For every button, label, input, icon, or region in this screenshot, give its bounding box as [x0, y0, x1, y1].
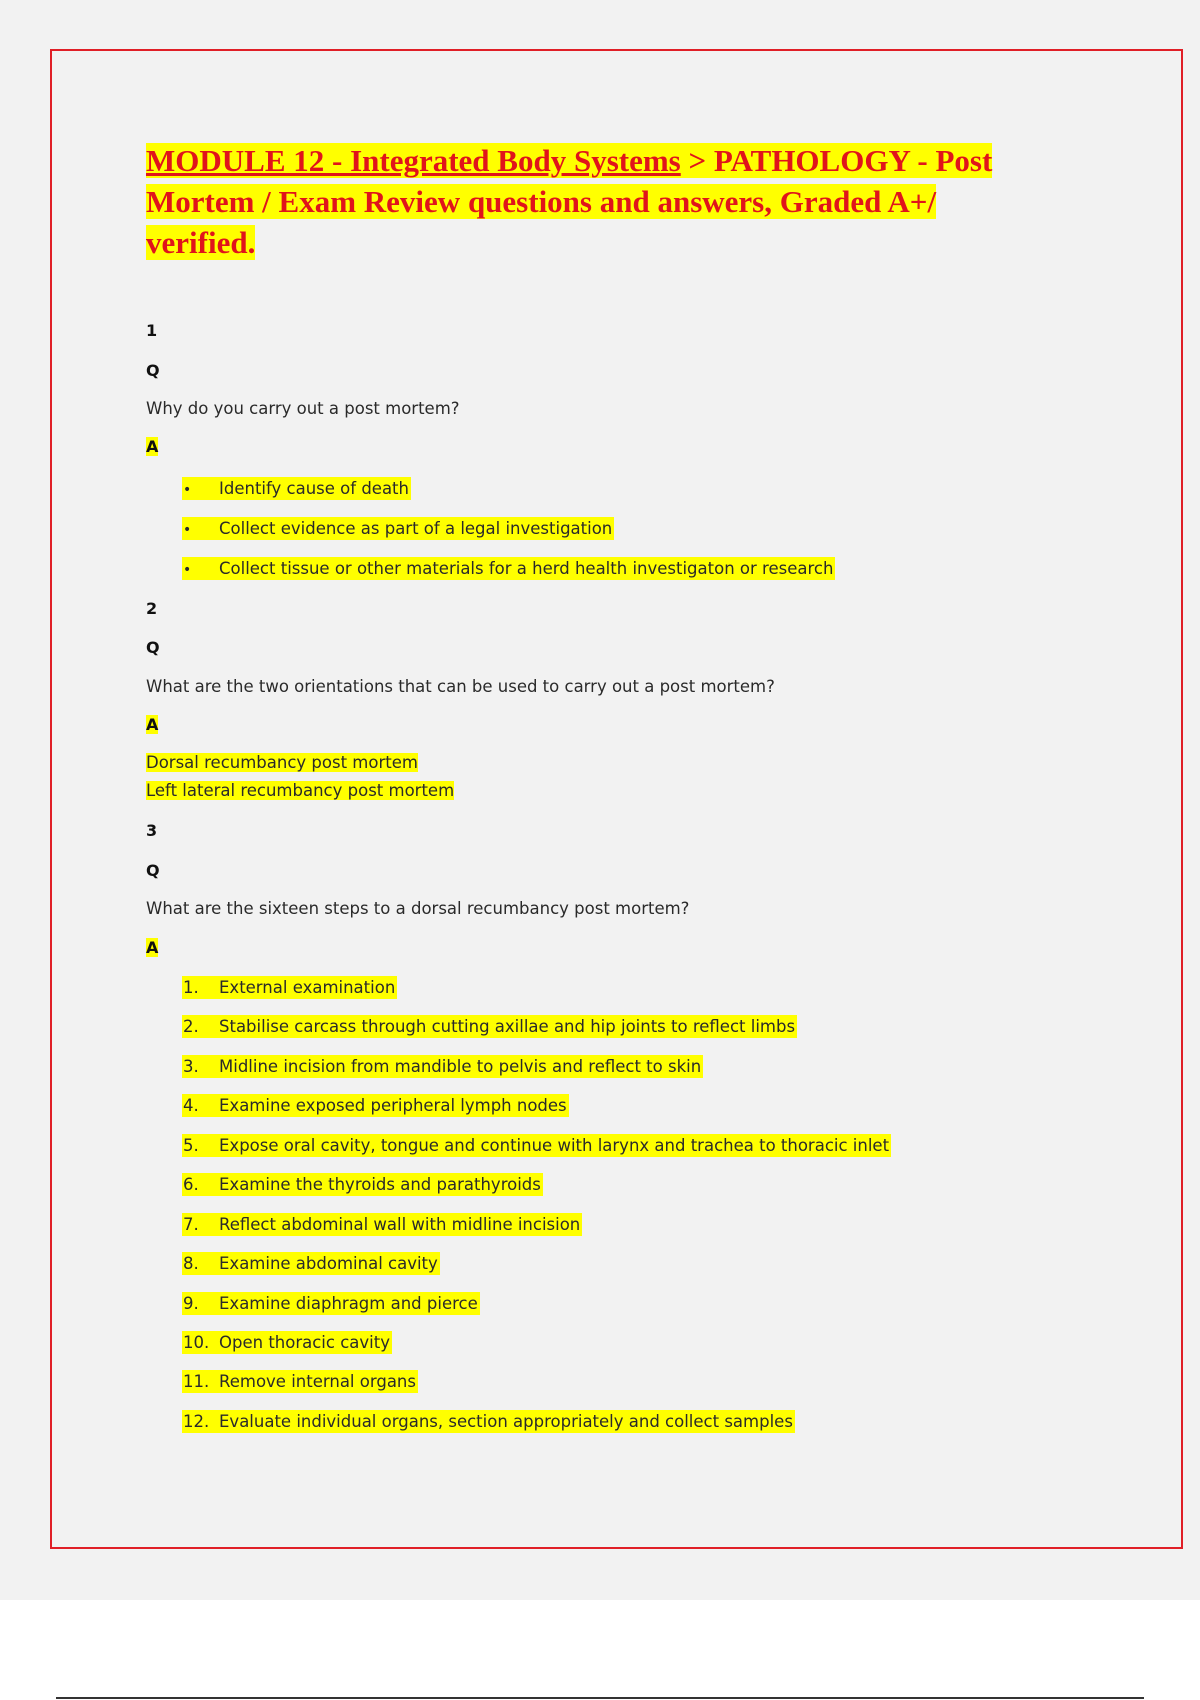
answer-line: Dorsal recumbancy post mortem: [146, 753, 418, 772]
answer-step: 12. Evaluate individual organs, section appropriately and collect samples: [183, 1412, 793, 1431]
question-number: 1: [146, 321, 158, 340]
answer-bullet: • Identify cause of death: [183, 479, 409, 498]
answer-step: 2. Stabilise carcass through cutting axillae and hip joints to reflect limbs: [183, 1017, 796, 1036]
answer-step: 1. External examination: [183, 978, 396, 997]
bullet-glyph: •: [183, 482, 192, 498]
bullet-glyph: •: [183, 522, 192, 538]
answer-label: A: [146, 938, 159, 957]
answer-bullet: • Collect evidence as part of a legal investigation: [183, 519, 613, 538]
question-number: 3: [146, 821, 158, 840]
answer-step: 6. Examine the thyroids and parathyroids: [183, 1175, 541, 1194]
answer-line: Left lateral recumbancy post mortem: [146, 781, 455, 800]
question-label: Q: [146, 861, 160, 880]
title-module: MODULE 12 - Integrated Body Systems: [146, 143, 681, 178]
answer-bullet: • Collect tissue or other materials for a herd health investigaton or research: [183, 559, 834, 578]
answer-step: 11. Remove internal organs: [183, 1372, 416, 1391]
question-label: Q: [146, 361, 160, 380]
answer-step: 4. Examine exposed peripheral lymph nodes: [183, 1096, 567, 1115]
footer-divider: [56, 1697, 1144, 1699]
answer-step: 10. Open thoracic cavity: [183, 1333, 390, 1352]
question-text: Why do you carry out a post mortem?: [146, 399, 460, 418]
answer-step: 5. Expose oral cavity, tongue and continue with larynx and trachea to thoracic inlet: [183, 1136, 890, 1155]
answer-step: 8. Examine abdominal cavity: [183, 1254, 438, 1273]
question-label: Q: [146, 638, 160, 657]
answer-step: 9. Examine diaphragm and pierce: [183, 1294, 478, 1313]
answer-step: 3. Midline incision from mandible to pelvis and reflect to skin: [183, 1057, 702, 1076]
document-title: [146, 140, 1046, 263]
title-topic: > PATHOLOGY - Post: [680, 143, 993, 178]
answer-step: 7. Reflect abdominal wall with midline incision: [183, 1215, 581, 1234]
answer-label: A: [146, 715, 159, 734]
title-line-2: Mortem / Exam Review questions and answers, Graded A+/: [146, 184, 937, 219]
question-number: 2: [146, 599, 158, 618]
title-line-3: verified.: [146, 225, 256, 260]
answer-label: A: [146, 437, 159, 456]
question-text: What are the sixteen steps to a dorsal recumbancy post mortem?: [146, 899, 690, 918]
bullet-glyph: •: [183, 562, 192, 578]
question-text: What are the two orientations that can be used to carry out a post mortem?: [146, 677, 775, 696]
